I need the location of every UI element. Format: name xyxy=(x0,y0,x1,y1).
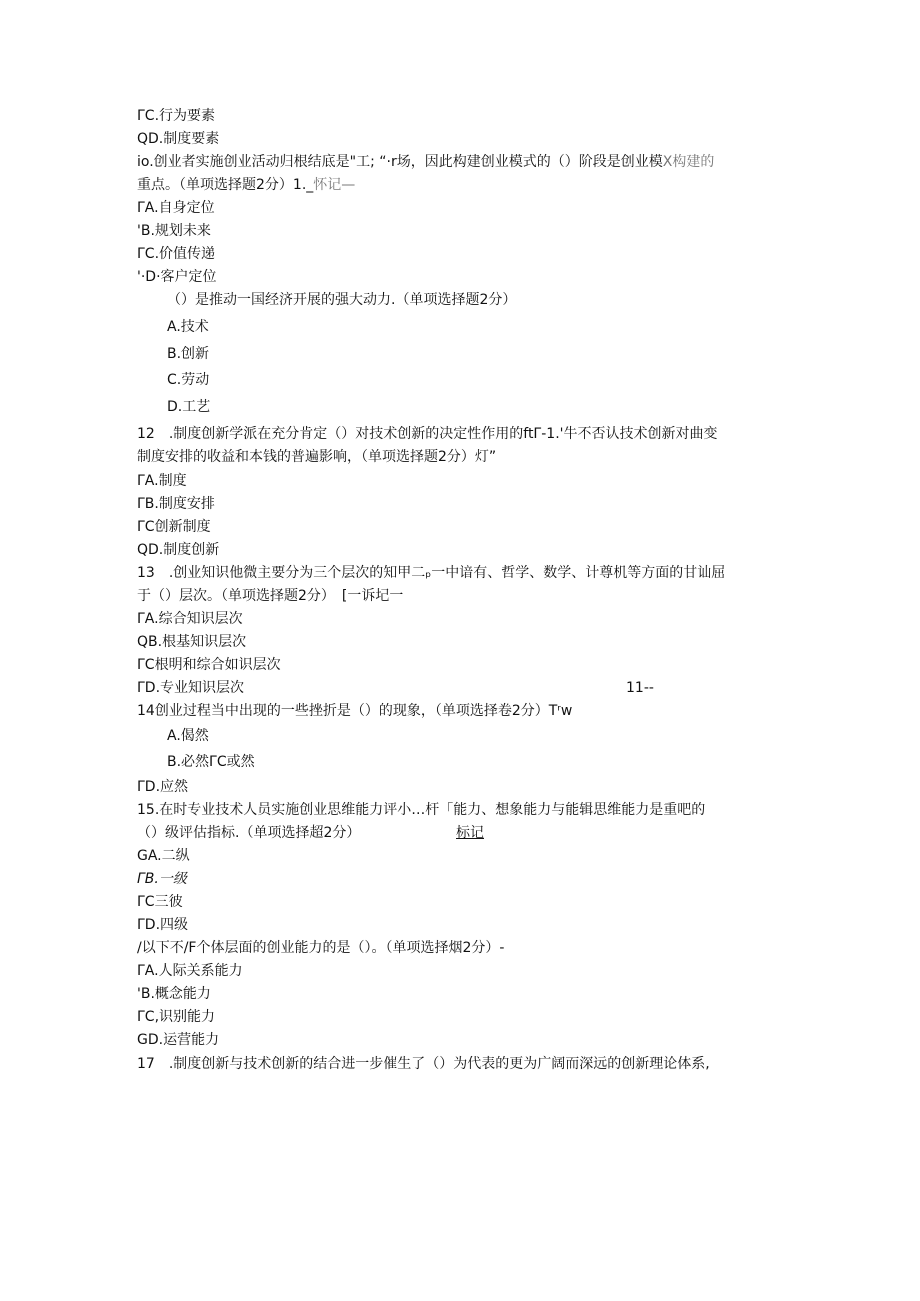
q12-option-c: ΓC创新制度 xyxy=(137,519,211,535)
q15-stem-line1: 15.在时专业技术人员实施创业思维能力评小…杆「能力、想象能力与能辑思维能力是重吧的 xyxy=(137,802,706,818)
q10-stem-text: io.创业者实施创业活动归根结底是"工; “·r场，因此构建创业模式的（）阶段是创业模 xyxy=(137,154,663,170)
q16-stem: /以下不/F个体层面的创业能力的是（）。（单项选择烟2分）- xyxy=(137,940,505,956)
q10-stem-mark: X构建的 xyxy=(662,154,715,170)
q15-option-a: GA.二纵 xyxy=(137,848,190,864)
q13-stem-line2: 于（）层次。（单项选择题2分） [一诉圮一 xyxy=(137,588,404,604)
q16-option-a: ΓA.人际关系能力 xyxy=(137,963,243,979)
q14-option-bc: B.必然ΓC或然 xyxy=(167,754,255,770)
q9-option-c: ΓC.行为要素 xyxy=(137,108,216,124)
q14-option-a: A.偈然 xyxy=(167,728,209,744)
q10-bookmark-mark: 怀记— xyxy=(313,177,356,193)
q13-option-d: ΓD.专业知识层次 xyxy=(137,680,245,696)
q13-margin-note: 11-- xyxy=(626,680,654,696)
q17-stem: 17 .制度创新与技术创新的结合进一步催生了（）为代表的更为广阔而深远的创新理论体系, xyxy=(137,1056,710,1072)
q11-option-a: A.技术 xyxy=(167,319,209,335)
q12-option-a: ΓA.制度 xyxy=(137,473,187,489)
q15-stem-line2: （）级评估指标.（单项选择超2分） xyxy=(137,825,361,841)
q11-option-d: D.工艺 xyxy=(167,399,211,415)
q16-option-b: 'B.概念能力 xyxy=(137,986,211,1002)
q10-stem-line2 xyxy=(137,175,355,195)
q11-option-c: C.劳动 xyxy=(167,372,210,388)
q12-option-b: ΓB.制度安排 xyxy=(137,496,215,512)
q13-option-c: ΓC根明和综合如识层次 xyxy=(137,657,281,673)
q13-option-b: QB.根基知识层次 xyxy=(137,634,247,650)
q10-option-c: ΓC.价值传递 xyxy=(137,246,216,262)
q14-stem: 14创业过程当中出现的一些挫折是（）的现象，（单项选择卷2分）Tʳw xyxy=(137,703,573,719)
q10-option-a: ΓA.自身定位 xyxy=(137,200,215,216)
q15-option-d: ΓD.四级 xyxy=(137,917,189,933)
q13-option-a: ΓA.综合知识层次 xyxy=(137,611,243,627)
q11-stem: （）是推动一国经济开展的强大动力.（单项选择题2分） xyxy=(167,292,517,308)
q14-option-d: ΓD.应然 xyxy=(137,779,189,795)
q10-option-d: '·D·客户定位 xyxy=(137,269,217,285)
q11-option-b: B.创新 xyxy=(167,346,210,362)
q15-option-b: ΓB.一级 xyxy=(137,871,187,887)
q16-option-c: ΓC,识别能力 xyxy=(137,1009,216,1025)
q15-bookmark-mark[interactable]: 标记 xyxy=(456,825,484,841)
q9-option-d: QD.制度要素 xyxy=(137,131,220,147)
q12-stem-line1: 12 .制度创新学派在充分肯定（）对技术创新的决定性作用的ftΓ-1.'牛不否认技术创新对曲变 xyxy=(137,426,718,442)
q13-stem-line1: 13 .创业知识他微主要分为三个层次的知甲二ₚ一中谙有、哲学、数学、计尊机等方面的甘讪屈 xyxy=(137,565,726,581)
q15-option-c: ΓC三彼 xyxy=(137,894,183,910)
q16-option-d: GD.运营能力 xyxy=(137,1032,220,1048)
q12-option-d: QD.制度创新 xyxy=(137,542,220,558)
q10-stem-line1 xyxy=(137,152,714,172)
q10-stem-text2: 重点。（单项选择题2分）1._ xyxy=(137,177,314,193)
q10-option-b: 'B.规划未来 xyxy=(137,223,211,239)
q12-stem-line2: 制度安排的收益和本钱的普遍影响，（单项选择题2分）灯” xyxy=(137,449,497,465)
